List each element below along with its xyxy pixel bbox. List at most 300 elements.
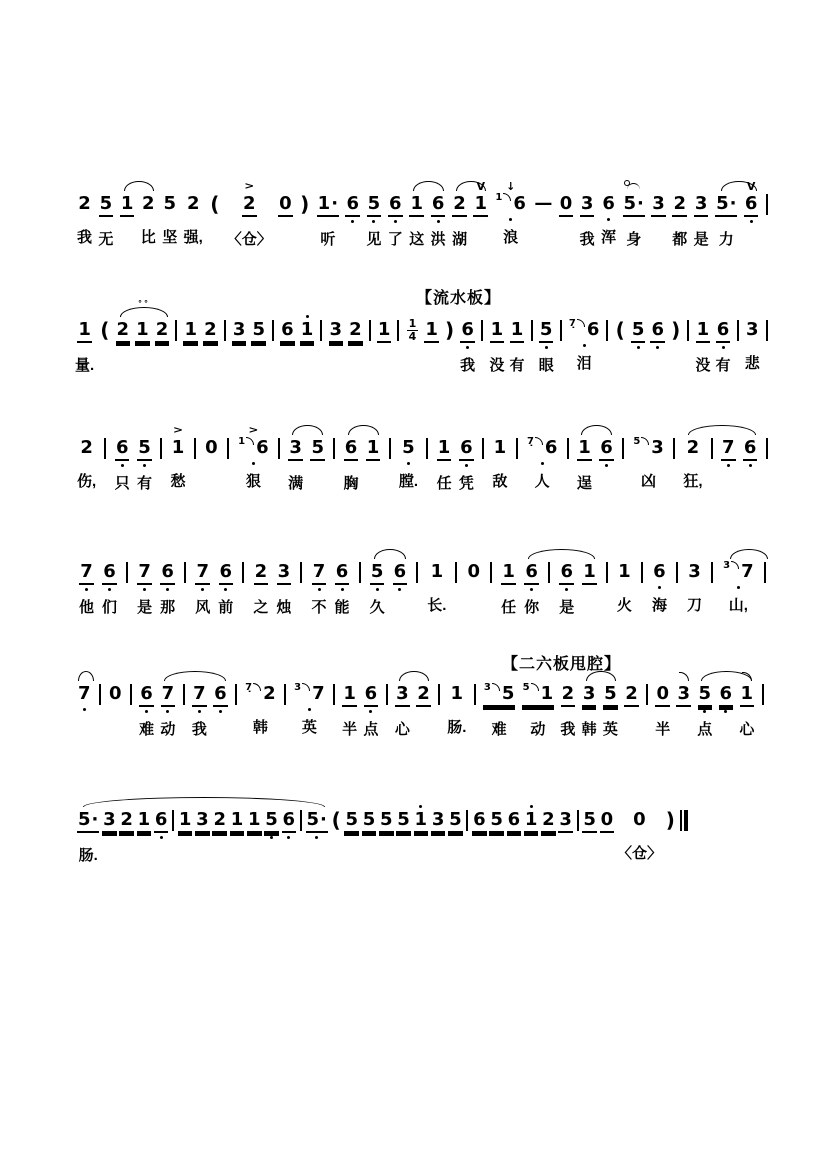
note-cell (195, 544, 210, 617)
barline (640, 544, 644, 615)
note-cell (102, 544, 117, 617)
grace-curve (641, 437, 649, 445)
note-digit: 6 (214, 683, 227, 704)
note-digit: 6 (473, 809, 486, 830)
note-digit: 1 (317, 193, 331, 214)
octave-dot-low (287, 836, 290, 839)
note-cell (75, 302, 94, 375)
note-digit: 5 (306, 809, 320, 830)
octave-dot-low (351, 220, 354, 223)
note-digit: 1 (171, 437, 185, 458)
barline (566, 420, 570, 491)
barline (686, 302, 690, 373)
grace-note: 3 (483, 681, 491, 693)
barline (319, 302, 323, 373)
note-digit: 1 (540, 683, 554, 704)
barline (765, 420, 769, 491)
note-cell (280, 302, 295, 375)
note-digit: 6 (161, 561, 174, 582)
barline (489, 544, 493, 615)
note-digit: 5 (539, 319, 553, 340)
note-cell (345, 176, 360, 249)
octave-dot-low (530, 588, 533, 591)
barline (234, 666, 238, 737)
barline (605, 302, 609, 373)
note-cell (694, 176, 709, 249)
lyric-syllable: 是 (693, 231, 709, 248)
note-cell (624, 666, 639, 739)
note-digit: 6 (600, 437, 613, 458)
note-digit: 5 (362, 809, 376, 830)
note-cell (377, 302, 392, 375)
rest-cell (108, 666, 123, 737)
lyric-syllable: 任 (436, 475, 452, 492)
grace-note: 5 (633, 435, 641, 447)
lyric-syllable: 凶 (641, 473, 657, 490)
notation-line-6 (76, 792, 690, 865)
note-digit: 5 (449, 809, 462, 830)
note-cell (494, 176, 527, 247)
barline (672, 420, 676, 491)
lyric-syllable: 狂, (683, 473, 703, 490)
slide-down-mark (679, 672, 689, 681)
note-digit: 6 (389, 193, 402, 214)
note-cell (237, 420, 270, 491)
augmentation-dot: · (637, 193, 644, 214)
note-cell (388, 176, 403, 249)
note-cell (115, 420, 130, 493)
note-cell (218, 544, 233, 617)
note-cell (617, 544, 632, 615)
note-digit: 6 (103, 561, 116, 582)
note-digit: 1 (583, 561, 596, 582)
octave-dot-low (224, 588, 227, 591)
lyric-syllable: 坚 (162, 229, 178, 246)
octave-dot-low (341, 588, 344, 591)
open-paren: ( (210, 192, 220, 216)
lyric-syllable: 我 (560, 721, 576, 738)
note-digit: 2 (349, 319, 362, 340)
grace-note: 3 (294, 681, 302, 693)
note-digit: 3 (277, 561, 291, 582)
octave-dot-low (85, 588, 88, 591)
note-digit: 6 (282, 809, 296, 830)
grace-note: 1 (238, 435, 246, 447)
note-digit: 1 (425, 319, 438, 340)
lyric-syllable: 肠. (447, 719, 467, 736)
barline (174, 302, 178, 373)
lyric-syllable: 前 (218, 599, 234, 616)
note-digit: 2 (80, 437, 93, 458)
note-digit: 6 (544, 437, 558, 458)
note-cell (137, 544, 152, 617)
lyric-syllable: 火 (616, 597, 632, 614)
octave-dot-low (318, 588, 321, 591)
octave-dot-low (637, 346, 640, 349)
barline (481, 420, 485, 491)
grace-curve (253, 683, 261, 691)
lyric-syllable: 只 (114, 475, 130, 492)
note-cell (716, 302, 731, 375)
lyric-syllable: 能 (334, 599, 350, 616)
note-cell (672, 176, 687, 249)
barline (465, 792, 469, 863)
lyric-syllable: 我 (460, 357, 476, 374)
grace-note: 7̣ (568, 317, 576, 329)
octave-dot-high (419, 805, 422, 808)
note-digit: 6 (431, 193, 445, 214)
down-arrow-ornament: ↓ (506, 180, 516, 193)
note-cell (293, 666, 326, 737)
note-digit: 1 (120, 193, 134, 214)
note-cell (524, 792, 539, 865)
octave-dot-low (394, 220, 397, 223)
note-digit: 6 (560, 561, 573, 582)
note-digit: 2 (263, 683, 276, 704)
grace-curve (492, 683, 500, 691)
grace-curve (577, 319, 585, 327)
note-cell (631, 302, 646, 375)
barline (675, 544, 679, 615)
augmentation-dot: · (331, 193, 339, 214)
octave-dot-low (160, 836, 163, 839)
note-cell (501, 544, 516, 617)
note-digit: 1 (178, 809, 192, 830)
rest-cell (655, 666, 670, 739)
barline (193, 420, 197, 491)
note-cell (77, 420, 96, 491)
octave-dot-low (407, 462, 410, 465)
note-cell (251, 302, 266, 375)
grace-curve (246, 437, 254, 445)
octave-dot-low (466, 346, 469, 349)
octave-dot-low (750, 220, 753, 223)
note-digit: 6 (115, 437, 129, 458)
note-digit: 0 (559, 193, 573, 214)
note-digit: 7 (138, 561, 151, 582)
octave-dot-low (545, 346, 548, 349)
note-digit: 3 (103, 809, 116, 830)
barline (530, 302, 534, 373)
lyric-syllable: 韩 (581, 721, 597, 738)
note-cell (162, 176, 177, 247)
note-cell (460, 302, 475, 375)
note-cell (396, 792, 411, 865)
note-digit: 6 (719, 683, 733, 704)
lyric-syllable: 浪 (503, 229, 519, 246)
lyric-syllable: 动 (160, 721, 176, 738)
note-digit: 7 (196, 561, 210, 582)
barline (765, 302, 769, 373)
note-digit: 6 (651, 319, 664, 340)
note-digit: 5 (311, 437, 324, 458)
lyric-syllable: 狠 (245, 473, 261, 490)
note-digit: 7 (161, 683, 175, 704)
note-digit: 5 (631, 319, 645, 340)
note-digit: 6 (653, 561, 666, 582)
note-digit: 1 (502, 561, 515, 582)
octave-dot-low (145, 710, 148, 713)
lyric-syllable: 无 (98, 231, 114, 248)
lyric-syllable: 比 (140, 229, 156, 246)
note-digit: 6 (154, 809, 168, 830)
note-cell (344, 792, 359, 865)
lyric-syllable: 是 (559, 599, 575, 616)
note-cell (447, 666, 466, 737)
note-digit: 2 (453, 193, 466, 214)
octave-dot-low (369, 710, 372, 713)
lyric-syllable: 点 (363, 721, 379, 738)
lyric-syllable: 刀 (687, 597, 703, 614)
note-digit: 5 (490, 809, 503, 830)
lyric-syllable: 之 (253, 599, 269, 616)
note-digit: 1 (366, 437, 380, 458)
barline (125, 544, 129, 615)
lyric-syllable: 〈仓〉 (226, 231, 272, 248)
note-cell (745, 302, 760, 373)
note-cell (379, 792, 394, 865)
note-digit: 5 (380, 809, 393, 830)
lyric-syllable: 那 (160, 599, 176, 616)
augmentation-dot: · (320, 809, 327, 830)
note-digit: 1 (524, 809, 538, 830)
note-digit: 7 (78, 683, 91, 704)
lyric-syllable: 我 (77, 229, 93, 246)
barline (183, 544, 187, 615)
lyric-syllable: 们 (102, 599, 118, 616)
time-signature: $\frac{1}{4}$ (408, 316, 417, 343)
note-digit: 1 (230, 809, 244, 830)
lyric-syllable: 海 (651, 597, 667, 614)
grace-note: 3 (723, 559, 731, 571)
note-digit: 6 (461, 319, 474, 340)
barline (761, 666, 765, 737)
open-paren: ( (331, 808, 341, 832)
note-digit: 1 (437, 437, 451, 458)
barline (385, 666, 389, 737)
note-digit: 2 (186, 193, 200, 214)
lyric-syllable: 任 (501, 599, 517, 616)
note-cell (329, 302, 344, 375)
lyric-syllable: 难 (491, 721, 507, 738)
note-cell (522, 666, 555, 739)
lyric-syllable: 湖 (452, 231, 468, 248)
lyric-syllable: 浑 (601, 229, 617, 246)
note-cell (232, 302, 247, 375)
note-digit: 1 (184, 319, 197, 340)
note-cell (366, 176, 381, 249)
note-digit: 5 (99, 193, 113, 214)
lyric-syllable: 韩 (252, 719, 268, 736)
note-cell (483, 666, 516, 739)
note-cell (652, 544, 667, 615)
note-digit: 3 (431, 809, 445, 830)
note-digit: 3 (745, 319, 759, 340)
note-digit: 1 (493, 437, 507, 458)
grace-curve (531, 683, 539, 691)
note-cell (507, 792, 522, 865)
final-barline (679, 792, 689, 863)
lyric-syllable: 风 (195, 599, 211, 616)
octave-dot-low (656, 346, 659, 349)
note-digit: 6 (364, 683, 378, 704)
note-digit: 1 (414, 809, 428, 830)
lyric-syllable: 凭 (458, 475, 474, 492)
note-digit: 5 (501, 683, 515, 704)
octave-dot-low (108, 588, 111, 591)
note-cell (492, 420, 507, 491)
slur-arc (78, 671, 94, 681)
lyric-syllable: 这 (409, 231, 425, 248)
lyric-syllable: 洪 (430, 231, 446, 248)
note-digit: 2 (155, 319, 169, 340)
note-digit: 2 (542, 809, 555, 830)
note-digit: 1 (377, 319, 391, 340)
dash-extension: — (534, 193, 552, 214)
note-digit: 1 (137, 809, 151, 830)
note-cell (650, 302, 665, 375)
octave-dot-low (166, 710, 169, 713)
lyric-syllable: 动 (530, 721, 546, 738)
lyric-syllable: 心 (739, 721, 755, 738)
note-cell (348, 302, 363, 375)
octave-dot-low (583, 344, 586, 347)
octave-dot-low (219, 710, 222, 713)
note-cell (203, 302, 218, 375)
note-digit: 2 (625, 683, 638, 704)
note-cell (342, 666, 357, 739)
barline (241, 544, 245, 615)
lyric-syllable: 有 (715, 357, 731, 374)
lyric-syllable: 〈仓〉 (616, 845, 662, 862)
note-digit: 3 (396, 683, 409, 704)
note-digit: 5 (716, 193, 729, 214)
octave-dot-low (607, 218, 610, 221)
grace-curve (731, 561, 739, 569)
lyric-syllable: 眼 (538, 357, 554, 374)
note-cell (601, 176, 616, 247)
note-digit: 6 (140, 683, 153, 704)
lyric-syllable: 量. (75, 357, 95, 374)
note-digit: 7 (312, 561, 326, 582)
note-cell (363, 666, 378, 739)
note-cell (472, 792, 487, 865)
lyric-syllable: 强, (183, 229, 203, 246)
note-digit: 5 (370, 561, 384, 582)
barline (332, 666, 336, 737)
octave-dot-low (703, 710, 706, 713)
note-cell (448, 792, 463, 865)
lyric-syllable: 久 (369, 599, 385, 616)
octave-dot-low (722, 346, 725, 349)
lyric-syllable: 你 (524, 599, 540, 616)
note-digit: 5 (623, 193, 637, 214)
note-digit: 3 (652, 193, 665, 214)
note-digit: 3 (329, 319, 343, 340)
note-cell (459, 420, 474, 493)
note-digit: 1 (300, 319, 314, 340)
rest-cell (467, 544, 482, 615)
lyric-syllable: 我 (191, 721, 207, 738)
lyric-syllable: 泪 (576, 355, 592, 372)
lyric-syllable: 身 (626, 231, 642, 248)
octave-dot-low (737, 586, 740, 589)
note-digit: 5 (367, 193, 381, 214)
barline (98, 666, 102, 737)
note-digit: 6 (393, 561, 407, 582)
lyric-syllable: 有 (136, 475, 152, 492)
octave-dot-low (398, 588, 401, 591)
note-digit: 2 (254, 561, 268, 582)
barline (223, 302, 227, 373)
note-cell (560, 666, 575, 739)
barline (299, 544, 303, 615)
note-digit: 1 (136, 319, 149, 340)
section-header-1: 【流水板】 (416, 290, 502, 307)
barline (480, 302, 484, 373)
breath-mark: V (476, 180, 485, 193)
note-digit: 1 (618, 561, 631, 582)
note-cell (300, 302, 315, 375)
note-digit: 7 (193, 683, 206, 704)
turn-ornament (627, 183, 640, 190)
barline (515, 420, 519, 491)
note-digit: 6 (256, 437, 269, 458)
lyric-syllable: 长. (427, 597, 447, 614)
lyric-syllable: 难 (139, 721, 155, 738)
note-digit: 5 (604, 683, 617, 704)
note-digit: 1 (510, 319, 524, 340)
note-digit: 0 (279, 193, 292, 214)
octave-dot-low (658, 586, 661, 589)
note-digit: 3 (694, 193, 708, 214)
augmentation-dot: · (91, 809, 99, 830)
note-digit: 5 (163, 193, 176, 214)
lyric-syllable: 不 (311, 599, 327, 616)
note-digit: 3 (582, 683, 596, 704)
note-digit: 2 (78, 193, 91, 214)
section-header-2: 【二六板甩腔】 (502, 656, 622, 673)
grace-curve (503, 193, 511, 201)
lyric-syllable: 半 (342, 721, 358, 738)
note-digit: 3 (580, 193, 594, 214)
note-cell (623, 176, 645, 249)
note-cell (312, 544, 327, 617)
rest-cell (559, 176, 574, 249)
lyric-syllable: 听 (320, 231, 336, 248)
lyric-syllable: 山, (728, 597, 748, 614)
octave-dot-low (724, 710, 727, 713)
note-digit: 0 (600, 809, 614, 830)
octave-dot-low (143, 464, 146, 467)
note-digit: 6 (716, 319, 730, 340)
barline (283, 666, 287, 737)
note-digit: 0 (205, 437, 218, 458)
note-digit: 3 (559, 809, 572, 830)
lyric-syllable: 心 (394, 721, 410, 738)
notation-line-5 (76, 666, 766, 739)
note-cell (676, 666, 691, 739)
grace-curve (535, 437, 543, 445)
note-digit: 6 (344, 437, 358, 458)
barline (396, 302, 400, 373)
note-cell (335, 544, 350, 617)
note-cell (139, 666, 154, 739)
grace-note: 7̣ (526, 435, 534, 447)
slur-ornament-label: °° (138, 299, 150, 308)
octave-dot-low (252, 462, 255, 465)
note-cell (582, 792, 597, 865)
